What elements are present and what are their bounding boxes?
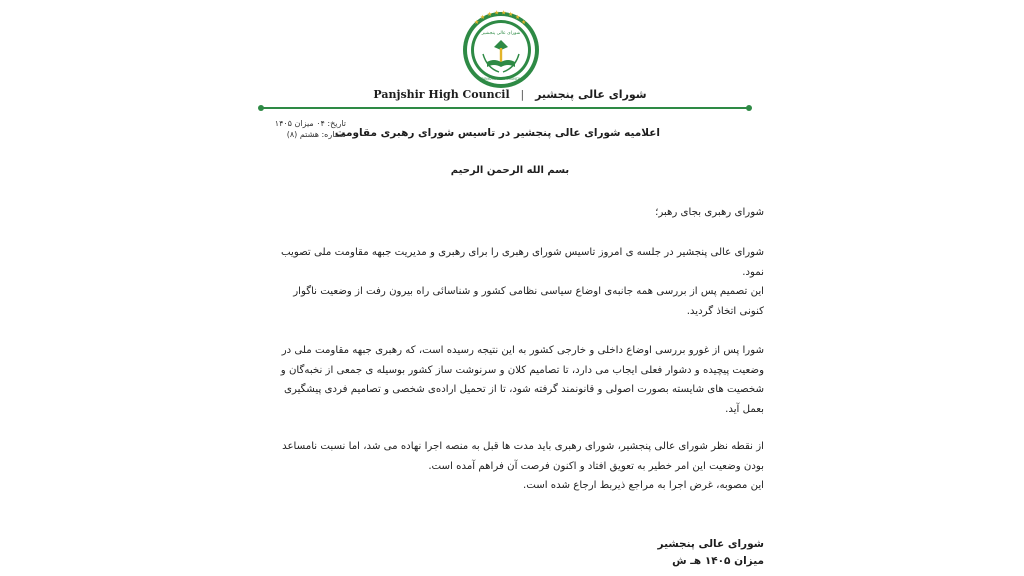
bismillah: بسم الله الرحمن الرحیم: [450, 165, 570, 176]
council-logo: [461, 10, 541, 90]
document-date: تاریخ: ۰۴ میزان ۱۴۰۵: [274, 119, 346, 128]
document-number: شماره: هشتم (۸): [286, 130, 346, 139]
greeting-text: شورای رهبری بجای رهبر؛: [655, 207, 764, 218]
announcement-title: اعلامیه شورای عالی پنجشیر در تاسیس شورای رهبری مقاومت: [334, 127, 660, 139]
council-header: [260, 88, 760, 104]
header-title-en: Panjshir High Council: [373, 88, 510, 101]
signature-date: میزان ۱۴۰۵ هـ ش: [672, 555, 764, 567]
paragraph-3: [270, 437, 764, 496]
paragraph-1-sentence-1: شورای عالی پنجشیر در جلسه ی امروز تاسیس شورای رهبری را برای رهبری و مدیریت جبهه مقاومت ملی تصویب نمود.: [281, 247, 764, 278]
greeting: [270, 203, 764, 223]
svg-text:★: ★: [494, 10, 500, 17]
svg-text:★: ★: [515, 14, 521, 21]
svg-text:شورای عالی پنجشیر: شورای عالی پنجشیر: [481, 31, 521, 36]
svg-text:★: ★: [508, 11, 514, 18]
header-separator: |: [520, 88, 525, 101]
header-divider: [261, 107, 749, 109]
paragraph-1: [270, 243, 764, 321]
header-title-fa: شورای عالی پنجشیر: [535, 88, 647, 101]
paragraph-3-sentence-1: از نقطه نظر شورای عالی پنجشیر، شورای رهبری باید مدت ها قبل به منصه اجرا نهاده می شد، اما نسبت نامساعد بودن وضعیت این امر خطیر به تعویق افتاد و اکنون فرصت آن فراهم آمده است.: [282, 441, 764, 472]
paragraph-1-sentence-2: این تصمیم پس از بررسی همه جانبه‌ی اوضاع سیاسی نظامی کشور و شناسائی راه بیرون رفت از وضعیت ناگوار کنونی اتخاذ گردید.: [293, 286, 764, 317]
svg-text:★: ★: [501, 10, 507, 17]
document-meta: [256, 118, 346, 140]
signature-block: [560, 536, 764, 570]
signature-name: شورای عالی پنجشیر: [657, 538, 764, 550]
svg-text:★: ★: [487, 11, 493, 18]
svg-text:★: ★: [480, 14, 486, 21]
paragraph-2: [270, 341, 764, 419]
paragraph-3-sentence-2: این مصوبه، غرض اجرا به مراجع ذیربط ارجاع شده است.: [522, 480, 764, 491]
svg-text:★: ★: [521, 19, 527, 26]
svg-text:★: ★: [474, 19, 480, 26]
svg-text:PANJSHIR HIGH COUNCIL: PANJSHIR HIGH COUNCIL: [481, 77, 521, 81]
paragraph-2-text: شورا پس از غورو بررسی اوضاع داخلی و خارجی کشور به این نتیجه رسیده است، که رهبری جبهه مقاومت ملی در وضعیت پیچیده و دشوار فعلی ایجاب می دارد، تا تصامیم کلان و سرنوشت ساز کشور بوسیله ی جمعی از نخبه‌گان و شخصیت های شایسته بصورت اصولی و قانونمند گرفته شود، تا از تحمیل اراده‌ی شخصی و تصامیم فردی پیشگیری بعمل آید.: [280, 345, 764, 415]
